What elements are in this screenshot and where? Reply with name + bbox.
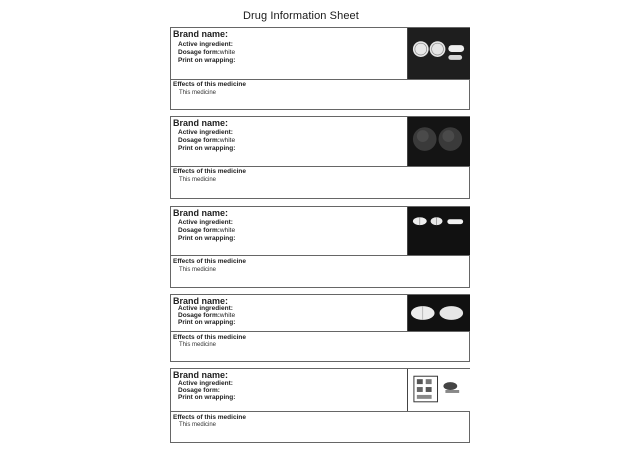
dosage-form-label: Dosage form: [178,227,220,234]
print-on-wrapping-label: Print on wrapping: [178,319,236,326]
effects-text: This medicine [179,90,217,96]
print-on-wrapping-label: Print on wrapping: [178,394,236,401]
dosage-form-value: white [219,137,236,144]
round-white-tablets-and-capsule-photo-icon [407,28,470,79]
brand-name-label: Brand name: [173,29,229,39]
active-ingredient-label: Active ingredient: [178,219,233,226]
active-ingredient-label: Active ingredient: [178,380,233,387]
dosage-form-row [178,137,235,144]
dosage-form-row [178,387,220,394]
dosage-form-row [178,227,235,234]
blister-pack-and-tablet-photo-icon [407,369,470,411]
dosage-form-row [178,49,235,56]
effects-label: Effects of this medicine [173,168,246,175]
brand-name-label: Brand name: [173,370,229,380]
active-ingredient-label: Active ingredient: [178,41,233,48]
brand-name-label: Brand name: [173,118,229,128]
dosage-form-value: white [219,49,236,56]
active-ingredient-label: Active ingredient: [178,129,233,136]
effects-label: Effects of this medicine [173,81,246,88]
effects-text: This medicine [179,422,217,428]
dosage-form-label: Dosage form: [178,387,220,394]
active-ingredient-label: Active ingredient: [178,305,233,312]
drug-card-2 [170,116,470,199]
drug-card-3 [170,206,470,288]
brand-name-label: Brand name: [173,296,229,306]
dosage-form-row [178,312,235,319]
effects-text: This medicine [179,267,217,273]
drug-card-1 [170,27,470,110]
effects-text: This medicine [179,177,217,183]
drug-card-5 [170,368,470,443]
effects-label: Effects of this medicine [173,334,246,341]
print-on-wrapping-label: Print on wrapping: [178,235,236,242]
effects-label: Effects of this medicine [173,414,246,421]
print-on-wrapping-label: Print on wrapping: [178,145,236,152]
effects-text: This medicine [179,342,217,348]
dosage-form-value: white [219,312,236,319]
page-title: Drug Information Sheet [243,10,359,22]
print-on-wrapping-label: Print on wrapping: [178,57,236,64]
effects-label: Effects of this medicine [173,258,246,265]
dosage-form-label: Dosage form: [178,137,220,144]
dosage-form-label: Dosage form: [178,312,220,319]
drug-card-4 [170,294,470,362]
two-oval-white-tablets-photo-icon [407,295,470,331]
three-white-tablets-on-black-photo-icon [407,207,470,255]
two-dark-round-tablets-photo-icon [407,117,470,166]
brand-name-label: Brand name: [173,208,229,218]
dosage-form-value: white [219,227,236,234]
dosage-form-label: Dosage form: [178,49,220,56]
